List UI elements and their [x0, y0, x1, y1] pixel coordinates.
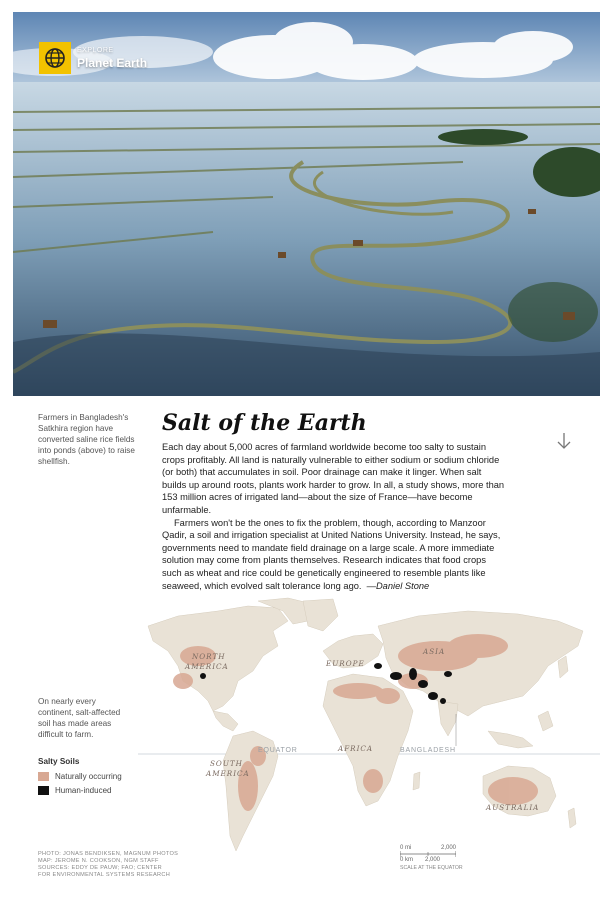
hero-photo [13, 12, 600, 396]
label-north-america: NORTH [192, 652, 226, 661]
author-byline: —Daniel Stone [366, 580, 430, 591]
credit-sources: SOURCES: EDDY DE PAUW; FAO; CENTER [38, 865, 162, 871]
scale-km: 0 km [400, 857, 414, 863]
arrow-down-icon[interactable] [556, 432, 572, 450]
label-asia: ASIA [423, 647, 446, 656]
globe-icon [39, 42, 71, 74]
photo-caption: Farmers in Bangladesh's Satkhira region have converted saline rice fields into ponds (above) to raise shellfish. [38, 413, 135, 466]
map-caption: On nearly every continent, salt-affected soil has made areas difficult to farm. [38, 697, 121, 739]
label-south-america: SOUTH [210, 759, 243, 768]
label-europe: EUROPE [326, 659, 365, 668]
label-south-america-2: AMERICA [206, 769, 250, 778]
scale-bar [400, 845, 463, 871]
credits [38, 851, 178, 879]
legend-item-human [38, 786, 122, 795]
label-africa: AFRICA [338, 744, 374, 753]
credit-map: MAP: JEROME N. COOKSON, NGM STAFF [38, 858, 159, 864]
scale-km-max: 2,000 [424, 857, 440, 863]
credit-photo: PHOTO: JONAS BENDIKSEN, MAGNUM PHOTOS [38, 851, 179, 857]
legend-title: Salty Soils [38, 757, 80, 766]
paragraph-2-text: Farmers won't be the ones to fix the problem, though, according to Manzoor Qadir, a soil and irrigation specialist at United Nations University. Instead, he says, governments need to mandate field drainage on a large scale. A more immediate solution may come from plants themselves. Research indicates that food crops such as wheat and rice could be genetically engineered to resemble plants like seaweed, which evolved salt tolerance long ago. [162, 517, 501, 591]
scale-mi-max: 2,000 [440, 845, 456, 851]
legend-item-natural [38, 772, 122, 781]
label-equator: EQUATOR [258, 747, 298, 754]
article-paragraph-2 [162, 517, 507, 593]
swatch-natural [38, 772, 49, 781]
article-title: Salt of the Earth [162, 410, 367, 436]
swatch-human [38, 786, 49, 795]
map-legend [38, 757, 122, 800]
world-map [138, 596, 600, 858]
landmasses [148, 598, 583, 851]
label-australia: AUSTRALIA [486, 803, 540, 812]
scale-note: SCALE AT THE EQUATOR [400, 865, 463, 871]
article-body [162, 441, 507, 592]
legend-label-human: Human-induced [55, 786, 112, 795]
credit-sources-2: FOR ENVIRONMENTAL SYSTEMS RESEARCH [38, 872, 171, 878]
explore-badge[interactable] [39, 42, 147, 74]
scale-mi: 0 mi [400, 845, 412, 851]
legend-label-natural: Naturally occurring [55, 772, 122, 781]
badge-title: Planet Earth [77, 55, 148, 70]
label-north-america-2: AMERICA [185, 662, 229, 671]
badge-kicker: EXPLORE [77, 46, 114, 54]
label-bangladesh: BANGLADESH [400, 747, 456, 754]
article-paragraph-1: Each day about 5,000 acres of farmland worldwide become too salty to sustain crops profitably. All land is naturally vulnerable to either sodium or sodium chloride (or both) that accumulates in soil. Poor drainage can make it linger. When salt builds up around roots, plants work harder to grow. In all, a study shows, more than 153 million acres of irrigated land—about the size of France—have become unfarmable. [162, 442, 505, 515]
